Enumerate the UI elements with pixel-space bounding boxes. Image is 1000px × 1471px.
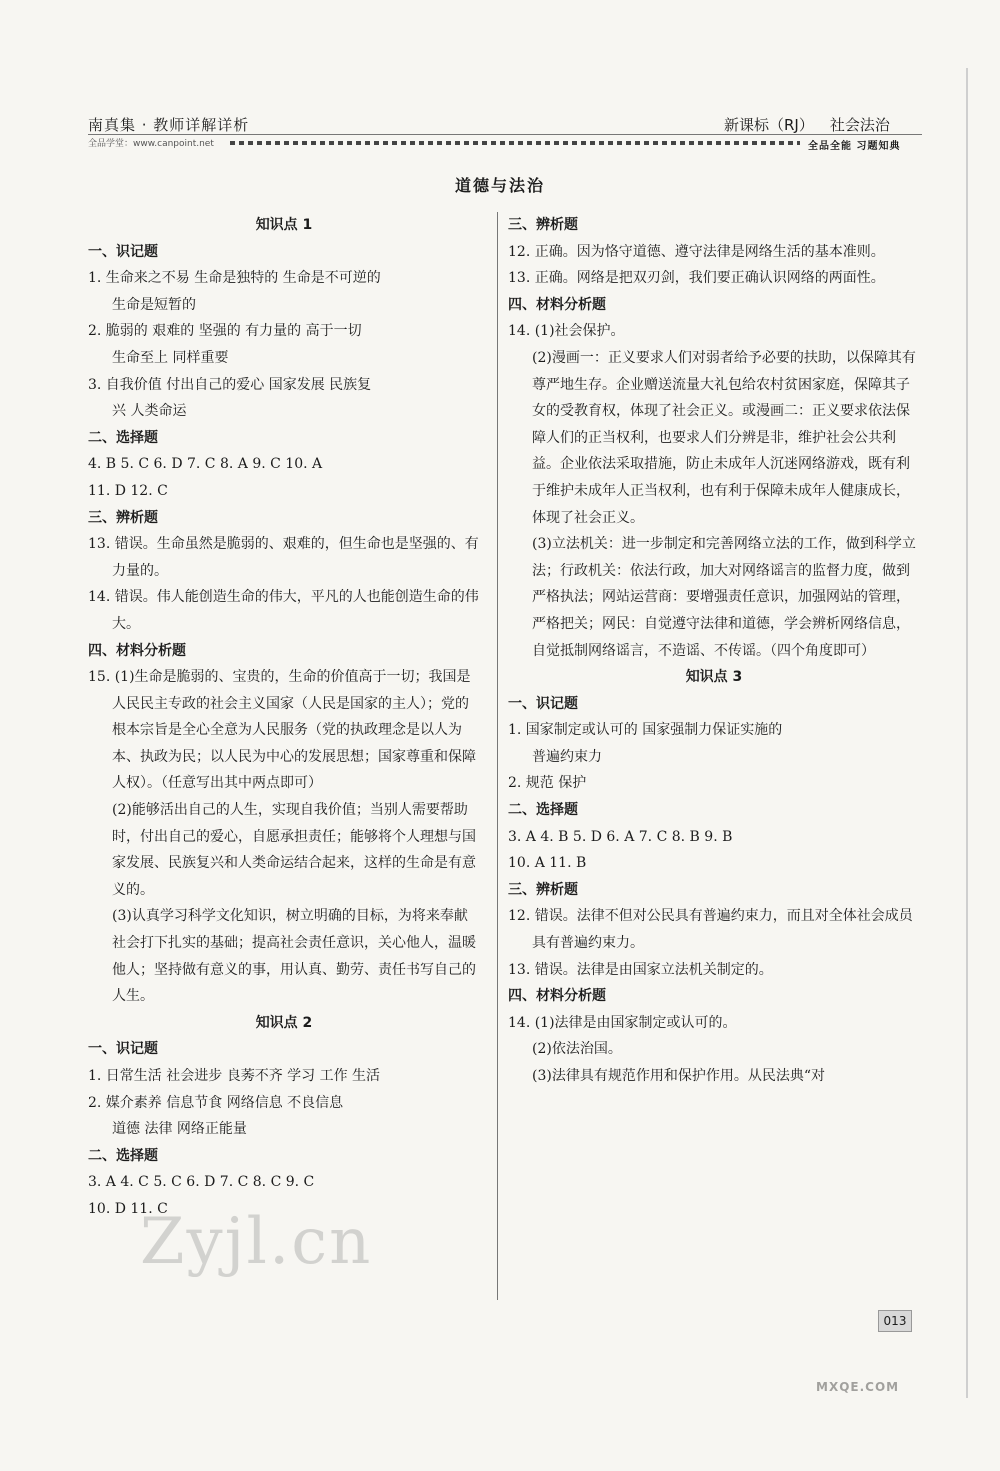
page-title: 道德与法治 bbox=[454, 176, 545, 195]
answer-line: 10. D 11. C bbox=[88, 1200, 168, 1217]
answer-item: 2. 脆弱的 艰难的 坚强的 有力量的 高于一切 bbox=[88, 323, 362, 340]
answer-line: 3. A 4. B 5. D 6. A 7. C 8. B 9. B bbox=[508, 828, 733, 845]
section-heading: 三、辨析题 bbox=[508, 881, 578, 898]
section-heading: 三、辨析题 bbox=[88, 509, 158, 526]
subsection-title: 知识点 3 bbox=[685, 669, 743, 686]
subsection-title: 知识点 1 bbox=[255, 217, 313, 233]
corner-logo: MXQE.COM bbox=[816, 1380, 900, 1394]
answer-continuation: (3)立法机关：进一步制定和完善网络立法的工作，做到科学立法；行政机关：依法行政，加大对网络谣言的监督力度，做到严格执法；网站运营商：要增强责任意识，加强网站的管理，严格把关；网民：自觉遵守法律和道德，学会辨析网络信息，自觉抵制网络谣言，不造谣、不传谣。（四个角度即可） bbox=[532, 536, 916, 659]
answer-item: 2. 媒介素养 信息节食 网络信息 不良信息 bbox=[88, 1094, 344, 1111]
answer-continuation: (3)认真学习科学文化知识，树立明确的目标，为将来奉献社会打下扎实的基础；提高社会责任意识，关心他人，温暖他人；坚持做有意义的事，用认真、勤劳、责任书写自己的人生。 bbox=[112, 908, 476, 1005]
edition-label: 新课标（RJ） bbox=[724, 116, 814, 134]
answer-line: 4. B 5. C 6. D 7. C 8. A 9. C 10. A bbox=[88, 456, 323, 473]
section-heading: 四、材料分析题 bbox=[508, 988, 606, 1005]
answer-item: 2. 规范 保护 bbox=[508, 775, 587, 792]
header-website: 全品学堂：www.canpoint.net bbox=[88, 139, 214, 149]
section-heading: 一、识记题 bbox=[88, 1041, 158, 1058]
section-heading: 二、选择题 bbox=[88, 429, 158, 446]
subsection-title: 知识点 2 bbox=[255, 1014, 313, 1031]
watermark: Zyjl.cn bbox=[140, 1205, 373, 1279]
column-divider bbox=[497, 212, 498, 1300]
answer-continuation: 道德 法律 网络正能量 bbox=[112, 1121, 247, 1138]
answer-continuation: (2)能够活出自己的人生，实现自我价值；当别人需要帮助时，付出自己的爱心，自愿承担责任；能够将个人理想与国家发展、民族复兴和人类命运结合起来，这样的生命是有意义的。 bbox=[112, 802, 476, 898]
answer-item: 3. 自我价值 付出自己的爱心 国家发展 民族复 bbox=[88, 376, 372, 393]
answer-continuation: (2)依法治国。 bbox=[532, 1041, 622, 1058]
answer-continuation: 生命至上 同样重要 bbox=[112, 349, 229, 366]
answer-item: 14. 错误。伟人能创造生命的伟大，平凡的人也能创造生命的伟大。 bbox=[88, 589, 479, 632]
answer-continuation: (2)漫画一：正义要求人们对弱者给予必要的扶助，以保障其有尊严地生存。企业赠送流量大礼包给农村贫困家庭，保障其子女的受教育权，体现了社会正义。或漫画二：正义要求依法保障人们的正当权利，也要求人们分辨是非，维护社会公共利益。企业依法采取措施，防止未成年人沉迷网络游戏，既有利于维护未成年人正当权利，也有利于保障未成年人健康成长，体现了社会正义。 bbox=[532, 349, 916, 526]
header-dash-decoration bbox=[230, 141, 800, 145]
answer-item: 13. 正确。网络是把双刃剑，我们要正确认识网络的两面性。 bbox=[508, 270, 885, 287]
answer-line: 3. A 4. C 5. C 6. D 7. C 8. C 9. C bbox=[88, 1174, 315, 1191]
section-heading: 一、识记题 bbox=[88, 243, 158, 260]
answer-continuation: 兴 人类命运 bbox=[112, 403, 187, 420]
answer-line: 11. D 12. C bbox=[88, 482, 168, 499]
header-slogan: 全品全能 习题知典 bbox=[808, 141, 901, 152]
answer-line: 10. A 11. B bbox=[508, 855, 587, 872]
page-number: 013 bbox=[878, 1310, 912, 1332]
answer-item: 14. (1)法律是由国家制定或认可的。 bbox=[508, 1014, 737, 1031]
left-column bbox=[88, 212, 480, 1223]
answer-item: 15. (1)生命是脆弱的、宝贵的，生命的价值高于一切；我国是人民民主专政的社会主义国家（人民是国家的主人）；党的根本宗旨是全心全意为人民服务（党的执政理念是以人为本、执政为民；以人民为中心的发展思想；国家尊重和保障人权）。（任意写出其中两点即可） bbox=[88, 669, 476, 792]
header-edition bbox=[724, 114, 890, 135]
answer-item: 1. 日常生活 社会进步 良莠不齐 学习 工作 生活 bbox=[88, 1068, 381, 1084]
answer-item: 13. 错误。法律是由国家立法机关制定的。 bbox=[508, 961, 773, 978]
right-margin-rule bbox=[966, 68, 968, 1398]
right-column bbox=[508, 212, 920, 1090]
subject-label: 社会法治 bbox=[829, 116, 890, 134]
answer-item: 1. 国家制定或认可的 国家强制力保证实施的 bbox=[508, 722, 783, 739]
header-book-title: 南真集 · 教师详解详析 bbox=[88, 116, 250, 134]
section-heading: 二、选择题 bbox=[508, 802, 578, 819]
answer-item: 12. 错误。法律不但对公民具有普遍约束力，而且对全体社会成员具有普遍约束力。 bbox=[508, 908, 913, 952]
answer-continuation: 生命是短暂的 bbox=[112, 296, 196, 313]
section-heading: 三、辨析题 bbox=[508, 217, 578, 233]
answer-continuation: 普遍约束力 bbox=[532, 748, 602, 765]
answer-item: 14. (1)社会保护。 bbox=[508, 323, 625, 340]
section-heading: 四、材料分析题 bbox=[508, 296, 606, 313]
section-heading: 一、识记题 bbox=[508, 695, 578, 712]
answer-item: 13. 错误。生命虽然是脆弱的、艰难的，但生命也是坚强的、有力量的。 bbox=[88, 536, 479, 579]
answer-continuation: (3)法律具有规范作用和保护作用。从民法典“对 bbox=[532, 1068, 825, 1084]
answer-item: 1. 生命来之不易 生命是独特的 生命是不可逆的 bbox=[88, 270, 381, 287]
section-heading: 四、材料分析题 bbox=[88, 642, 186, 659]
answer-item: 12. 正确。因为恪守道德、遵守法律是网络生活的基本准则。 bbox=[508, 243, 885, 260]
section-heading: 二、选择题 bbox=[88, 1147, 158, 1164]
